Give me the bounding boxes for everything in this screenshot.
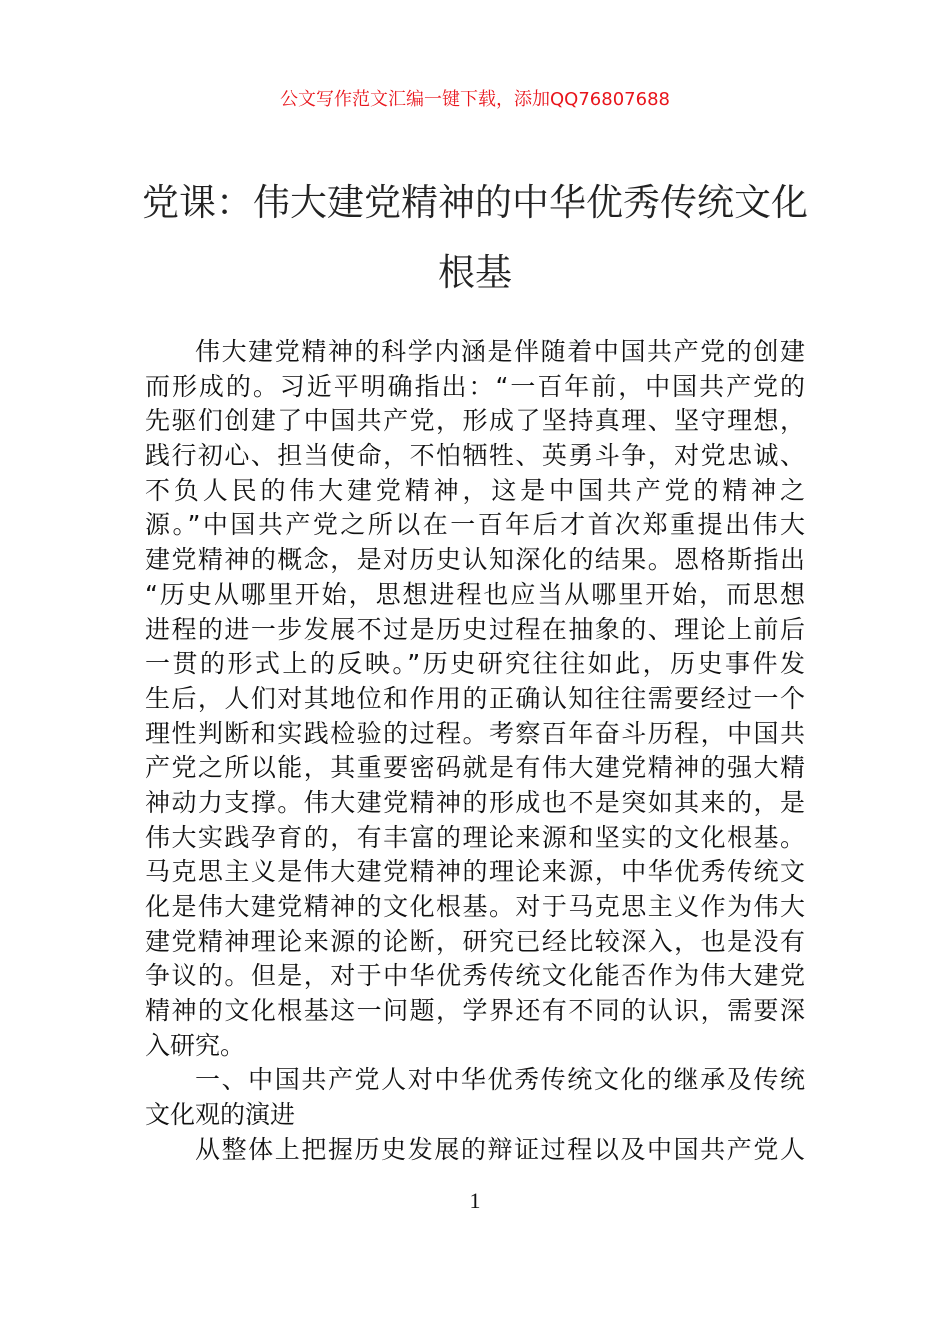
- body-line: 争议的。但是，对于中华优秀传统文化能否作为伟大建党: [145, 961, 805, 991]
- body-line: 化是伟大建党精神的文化根基。对于马克思主义作为伟大: [145, 892, 805, 921]
- body-line: 入研究。: [145, 1030, 246, 1060]
- body-line: 产党之所以能，其重要密码就是有伟大建党精神的强大精: [145, 753, 805, 783]
- section-heading-line: 一、中国共产党人对中华优秀传统文化的继承及传统: [195, 1065, 805, 1095]
- body-line: 进程的进一步发展不过是历史过程在抽象的、理论上前后: [145, 614, 805, 644]
- section-heading-line: 文化观的演进: [145, 1100, 296, 1130]
- body-line: 践行初心、担当使命，不怕牺牲、英勇斗争，对党忠诚、: [145, 441, 805, 471]
- body-line: “历史从哪里开始，思想进程也应当从哪里开始，而思想: [145, 579, 805, 609]
- body-line: 源。”中国共产党之所以在一百年后才首次郑重提出伟大: [145, 510, 805, 540]
- body-line: 先驱们创建了中国共产党，形成了坚持真理、坚守理想，: [145, 406, 805, 436]
- body-line: 伟大建党精神的科学内涵是伴随着中国共产党的创建: [195, 337, 805, 366]
- body-line: 神动力支撑。伟大建党精神的形成也不是突如其来的，是: [145, 787, 805, 817]
- body-line: 而形成的。习近平明确指出：“一百年前，中国共产党的: [145, 371, 805, 401]
- body-line: 建党精神理论来源的论断，研究已经比较深入，也是没有: [145, 926, 805, 956]
- document-body: [145, 335, 805, 1168]
- body-line: 建党精神的概念，是对历史认知深化的结果。恩格斯指出: [145, 545, 805, 575]
- body-line: 精神的文化根基这一问题，学界还有不同的认识，需要深: [145, 996, 805, 1026]
- header-watermark: 公文写作范文汇编一键下载，添加QQ76807688: [280, 89, 670, 110]
- body-line: 不负人民的伟大建党精神，这是中国共产党的精神之: [145, 475, 805, 505]
- body-line: 从整体上把握历史发展的辩证过程以及中国共产党人: [195, 1134, 805, 1164]
- body-line: 马克思主义是伟大建党精神的理论来源，中华优秀传统文: [145, 857, 805, 887]
- document-title-line-1: 党课：伟大建党精神的中华优秀传统文化: [142, 181, 808, 224]
- body-line: 理性判断和实践检验的过程。考察百年奋斗历程，中国共: [145, 718, 805, 748]
- body-line: 一贯的形式上的反映。”历史研究往往如此，历史事件发: [145, 649, 805, 679]
- page-number: 1: [469, 1188, 481, 1213]
- body-line: 生后，人们对其地位和作用的正确认知往往需要经过一个: [145, 683, 805, 713]
- body-line: 伟大实践孕育的，有丰富的理论来源和坚实的文化根基。: [145, 822, 805, 852]
- document-title-line-2: 根基: [438, 251, 512, 294]
